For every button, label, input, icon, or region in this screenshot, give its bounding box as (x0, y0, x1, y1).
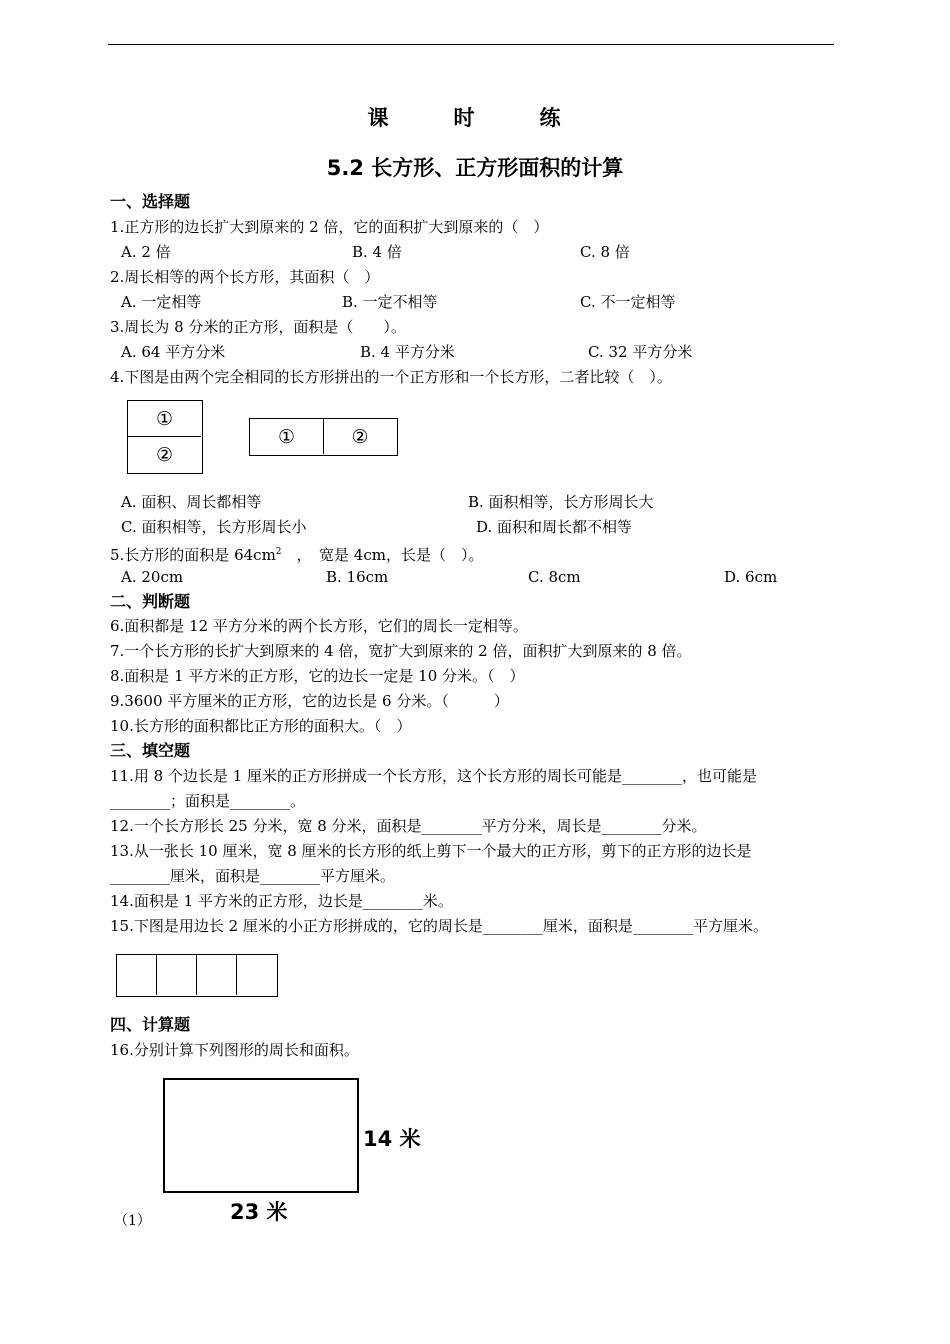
q16-width-label: 23 米 (230, 1200, 288, 1224)
section-heading-fill: 三、填空题 (110, 741, 191, 760)
question-2: 2.周长相等的两个长方形，其面积（ ） (110, 268, 380, 286)
q15-squares-figure (116, 954, 278, 997)
q4-rectangle-figure (249, 418, 398, 456)
q15-square-1 (117, 955, 157, 995)
q3-option-a: A. 64 平方分米 (121, 343, 226, 361)
q15-square-2 (157, 955, 197, 995)
q16-height-label: 14 米 (363, 1127, 421, 1151)
page-subtitle: 5.2 长方形、正方形面积的计算 (326, 156, 624, 180)
q4-square-cell-2: ② (155, 444, 174, 466)
q3-option-c: C. 32 平方分米 (588, 343, 693, 361)
q5-option-d: D. 6cm (724, 568, 778, 586)
q4-option-a: A. 面积、周长都相等 (121, 493, 262, 511)
q4-rect-cell-2: ② (351, 425, 369, 448)
section-heading-choice: 一、选择题 (110, 192, 191, 211)
question-12: 12.一个长方形长 25 分米，宽 8 分米，面积是________平方分米，周长是________分米。 (110, 817, 707, 835)
question-11-line1: 11.用 8 个边长是 1 厘米的正方形拼成一个长方形，这个长方形的周长可能是________，也可能是 (110, 767, 758, 785)
section-heading-judge: 二、判断题 (110, 592, 191, 611)
q15-square-3 (197, 955, 237, 995)
question-7: 7.一个长方形的长扩大到原来的 4 倍，宽扩大到原来的 2 倍，面积扩大到原来的 8 倍。 (110, 642, 692, 660)
question-5 (110, 543, 483, 564)
q4-square-figure (127, 400, 203, 474)
q1-option-a: A. 2 倍 (121, 243, 171, 261)
q5-option-b: B. 16cm (326, 568, 389, 586)
question-8: 8.面积是 1 平方米的正方形，它的边长一定是 10 分米。（ ） (110, 667, 525, 685)
q5-option-a: A. 20cm (121, 568, 184, 586)
section-heading-calc: 四、计算题 (110, 1015, 191, 1034)
q4-option-d: D. 面积和周长都不相等 (476, 518, 633, 536)
question-13-line1: 13.从一张长 10 厘米，宽 8 厘米的长方形的纸上剪下一个最大的正方形，剪下的正方形的边长是 (110, 842, 752, 860)
q4-option-c: C. 面积相等，长方形周长小 (121, 518, 307, 536)
question-1: 1.正方形的边长扩大到原来的 2 倍，它的面积扩大到原来的（ ） (110, 218, 549, 236)
q5-option-c: C. 8cm (528, 568, 581, 586)
q3-option-b: B. 4 平方分米 (360, 343, 455, 361)
question-11-line2: ________；面积是________。 (110, 792, 306, 810)
q15-square-4 (237, 955, 276, 995)
question-3: 3.周长为 8 分米的正方形，面积是（ ）。 (110, 318, 406, 336)
q1-option-c: C. 8 倍 (580, 243, 630, 261)
q16-part-label: （1） (114, 1213, 151, 1229)
q2-option-b: B. 一定不相等 (342, 293, 438, 311)
q16-rectangle-figure (163, 1078, 359, 1193)
question-10: 10.长方形的面积都比正方形的面积大。（ ） (110, 717, 412, 735)
question-9: 9.3600 平方厘米的正方形，它的边长是 6 分米。（ ） (110, 692, 509, 710)
question-16: 16.分别计算下列图形的周长和面积。 (110, 1041, 359, 1059)
question-6: 6.面积都是 12 平方分米的两个长方形，它们的周长一定相等。 (110, 617, 528, 635)
q4-option-b: B. 面积相等，长方形周长大 (468, 493, 654, 511)
question-15: 15.下图是用边长 2 厘米的小正方形拼成的，它的周长是________厘米，面积是________平方厘米。 (110, 917, 768, 935)
page-title: 课 时 练 (367, 106, 583, 130)
q4-square-cell-1: ① (128, 401, 201, 437)
header-rule (108, 44, 834, 45)
question-14: 14.面积是 1 平方米的正方形，边长是________米。 (110, 892, 453, 910)
q1-option-b: B. 4 倍 (352, 243, 402, 261)
q4-rect-cell-1: ① (250, 419, 324, 454)
question-13-line2: ________厘米，面积是________平方厘米。 (110, 867, 396, 885)
q5-stem-post: ， 宽是 4cm，长是（ ）。 (281, 546, 484, 564)
q5-stem-superscript: 2 (275, 547, 282, 557)
q5-stem-pre: 5.长方形的面积是 64cm (110, 546, 276, 564)
q2-option-a: A. 一定相等 (121, 293, 202, 311)
question-4: 4.下图是由两个完全相同的长方形拼出的一个正方形和一个长方形，二者比较（ ）。 (110, 368, 672, 386)
q2-option-c: C. 不一定相等 (580, 293, 676, 311)
